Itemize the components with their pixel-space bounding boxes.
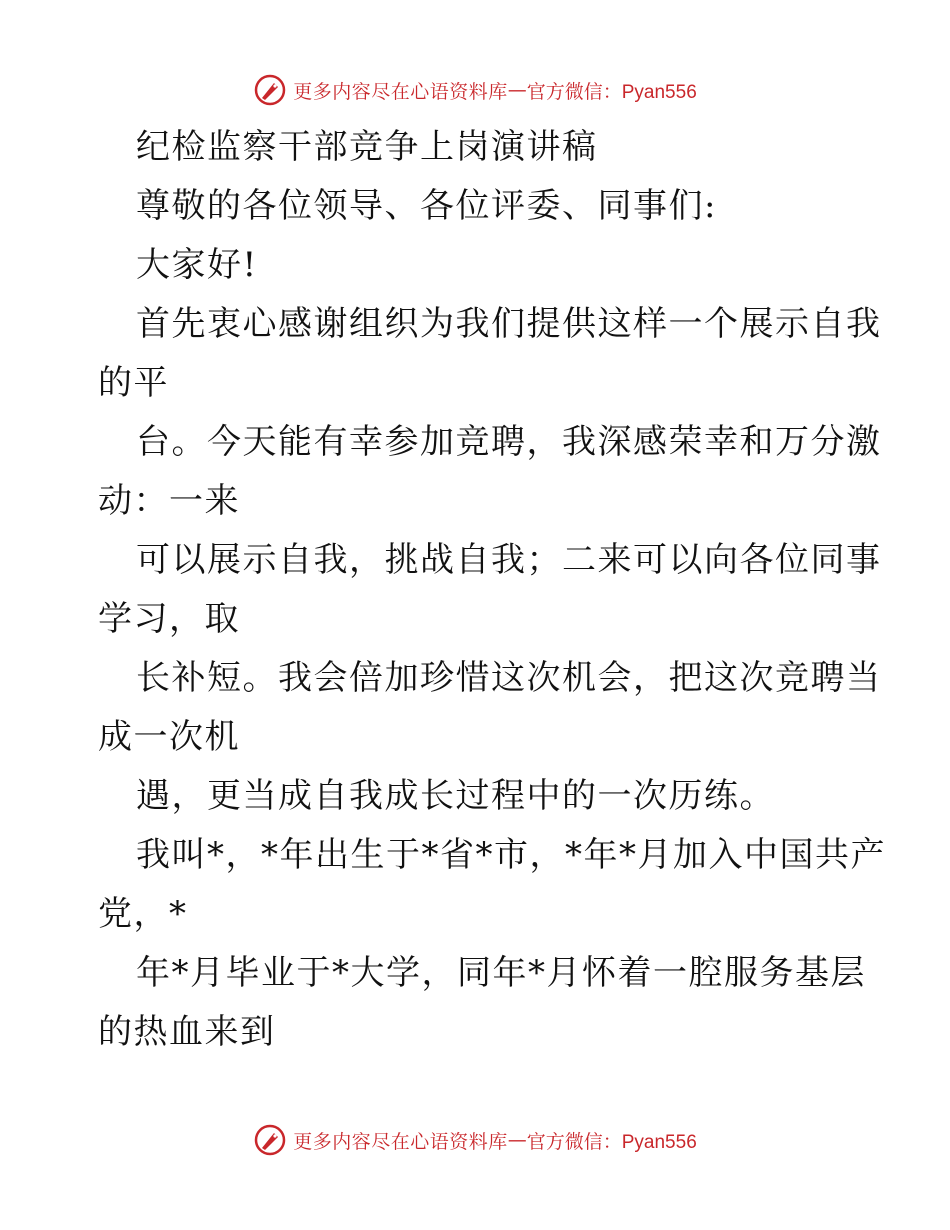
- text-line: 可以展示自我，挑战自我；二来可以向各位同事: [136, 540, 882, 580]
- banner-separator: —: [507, 1129, 527, 1151]
- text-line: 成一次机: [98, 717, 240, 757]
- text-line: 我叫*，*年出生于*省*市，*年*月加入中国共产: [136, 835, 886, 875]
- pen-nib-logo-icon: [253, 73, 287, 107]
- header-banner: [0, 70, 950, 110]
- text-line: 的热血来到: [98, 1012, 276, 1052]
- text-line: 台。今天能有幸参加竞聘，我深感荣幸和万分激: [136, 422, 882, 462]
- greeting: 大家好!: [136, 245, 258, 285]
- banner-contact: 官方微信：Pyan556: [526, 81, 697, 103]
- text-line: 党，*: [98, 894, 188, 934]
- text-line: 首先衷心感谢组织为我们提供这样一个展示自我: [136, 304, 882, 344]
- banner-contact: 官方微信：Pyan556: [526, 1131, 697, 1153]
- salutation: 尊敬的各位领导、各位评委、同事们:: [136, 186, 717, 226]
- text-line: 动：一来: [98, 481, 240, 521]
- text-line: 年*月毕业于*大学，同年*月怀着一腔服务基层: [136, 953, 866, 993]
- banner-text: 更多内容尽在心语资料库: [293, 80, 508, 103]
- text-line: 长补短。我会倍加珍惜这次机会，把这次竞聘当: [136, 658, 882, 698]
- pen-nib-logo-icon: [253, 1123, 287, 1157]
- text-line: 遇，更当成自我成长过程中的一次历练。: [136, 776, 775, 816]
- footer-banner: [0, 1120, 950, 1160]
- banner-separator: —: [507, 79, 527, 101]
- text-line: 的平: [98, 363, 169, 403]
- document-title: 纪检监察干部竞争上岗演讲稿: [136, 127, 598, 167]
- document-body: [98, 118, 886, 1062]
- text-line: 学习，取: [98, 599, 240, 639]
- banner-text: 更多内容尽在心语资料库: [293, 1130, 508, 1153]
